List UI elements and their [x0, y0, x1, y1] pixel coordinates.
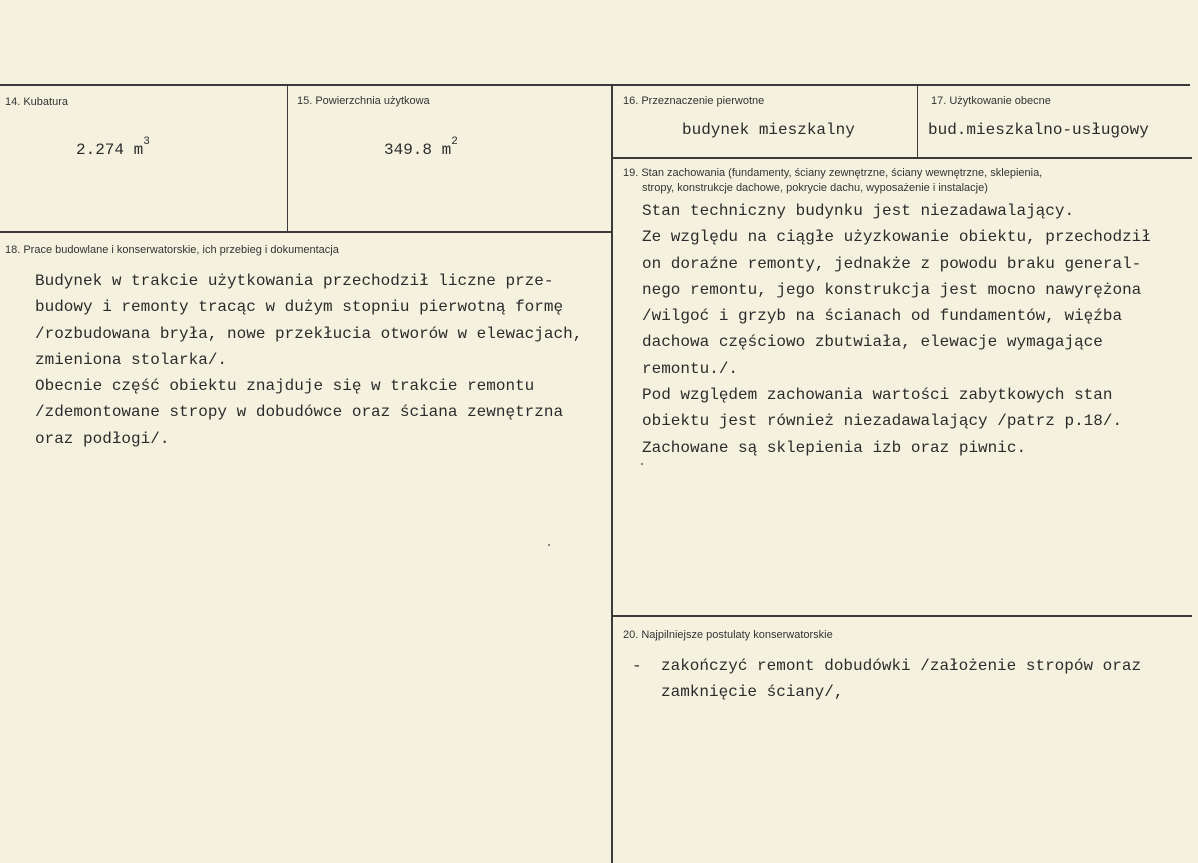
- field-17-value: bud.mieszkalno-usługowy: [928, 121, 1149, 139]
- field-16-value: budynek mieszkalny: [682, 121, 855, 139]
- field-20-bullet: -: [632, 657, 642, 675]
- field-19-label-line-1: 19. Stan zachowania (fundamenty, ściany zewnętrzne, ściany wewnętrzne, sklepienia,: [623, 167, 1043, 179]
- field-20-label: 20. Najpilniejsze postulaty konserwatorskie: [623, 629, 833, 641]
- field-19-label-line-2: stropy, konstrukcje dachowe, pokrycie dachu, wyposażenie i instalacje): [642, 182, 988, 194]
- field-14-label: 14. Kubatura: [5, 96, 68, 108]
- top-rule: [0, 84, 1190, 86]
- center-divider: [611, 85, 613, 863]
- field-19-line: Ze względu na ciągłe użyzkowanie obiektu, przechodził: [642, 228, 1151, 247]
- field-19-line: obiektu jest również niezadawalający /patrz p.18/.: [642, 412, 1123, 431]
- divider-16-17: [917, 85, 918, 158]
- field-18-label: 18. Prace budowlane i konserwatorskie, ich przebieg i dokumentacja: [5, 244, 339, 256]
- field-18-line: /rozbudowana bryła, nowe przekłucia otworów w elewacjach,: [35, 324, 583, 343]
- field-19-line: /wilgoć i grzyb na ścianach od fundamentów, więźba: [642, 307, 1123, 326]
- field-19-text: [642, 198, 1151, 461]
- field-19-line: Zachowane są sklepienia izb oraz piwnic.: [642, 438, 1027, 457]
- paper-speck: [548, 544, 550, 546]
- field-18-line: zmieniona stolarka/.: [35, 350, 228, 369]
- field-18-text: [35, 268, 582, 452]
- field-19-line: nego remontu, jego konstrukcja jest mocno nawyrężona: [642, 280, 1142, 299]
- field-15-label: 15. Powierzchnia użytkowa: [297, 95, 430, 107]
- field-18-line: Budynek w trakcie użytkowania przechodził liczne prze-: [35, 272, 554, 290]
- field-18-line: /zdemontowane stropy w dobudówce oraz ściana zewnętrzna: [35, 403, 564, 422]
- field-19-line: dachowa częściowo zbutwiała, elewacje wymagające: [642, 333, 1103, 352]
- kubatura-unit-power: 3: [143, 136, 150, 148]
- rule-under-16-17: [612, 157, 1192, 159]
- divider-14-15: [287, 85, 288, 232]
- paper-speck: [641, 463, 643, 465]
- field-18-line: oraz podłogi/.: [35, 429, 170, 448]
- rule-under-14-15: [0, 231, 612, 233]
- field-20-line: zakończyć remont dobudówki /założenie stropów oraz: [661, 657, 1142, 675]
- field-19-line: Pod względem zachowania wartości zabytkowych stan: [642, 386, 1113, 405]
- field-19-line: Stan techniczny budynku jest niezadawalający.: [642, 202, 1075, 220]
- rule-above-20: [612, 615, 1192, 617]
- field-17-label: 17. Użytkowanie obecne: [931, 95, 1051, 107]
- field-20-text: [661, 653, 1141, 706]
- field-19-line: remontu./.: [642, 359, 739, 378]
- kubatura-value: 2.274 m: [76, 141, 144, 159]
- field-18-line: Obecnie część obiektu znajduje się w trakcie remontu: [35, 377, 535, 396]
- field-16-label: 16. Przeznaczenie pierwotne: [623, 95, 765, 107]
- field-19-line: on doraźne remonty, jednakże z powodu braku general-: [642, 254, 1142, 273]
- field-18-line: budowy i remonty tracąc w dużym stopniu pierwotną formę: [35, 298, 564, 317]
- area-unit-power: 2: [451, 136, 458, 148]
- field-14-value: [76, 136, 150, 159]
- field-15-value: [384, 136, 458, 159]
- area-value: 349.8 m: [384, 141, 452, 159]
- field-20-line: zamknięcie ściany/,: [661, 683, 844, 702]
